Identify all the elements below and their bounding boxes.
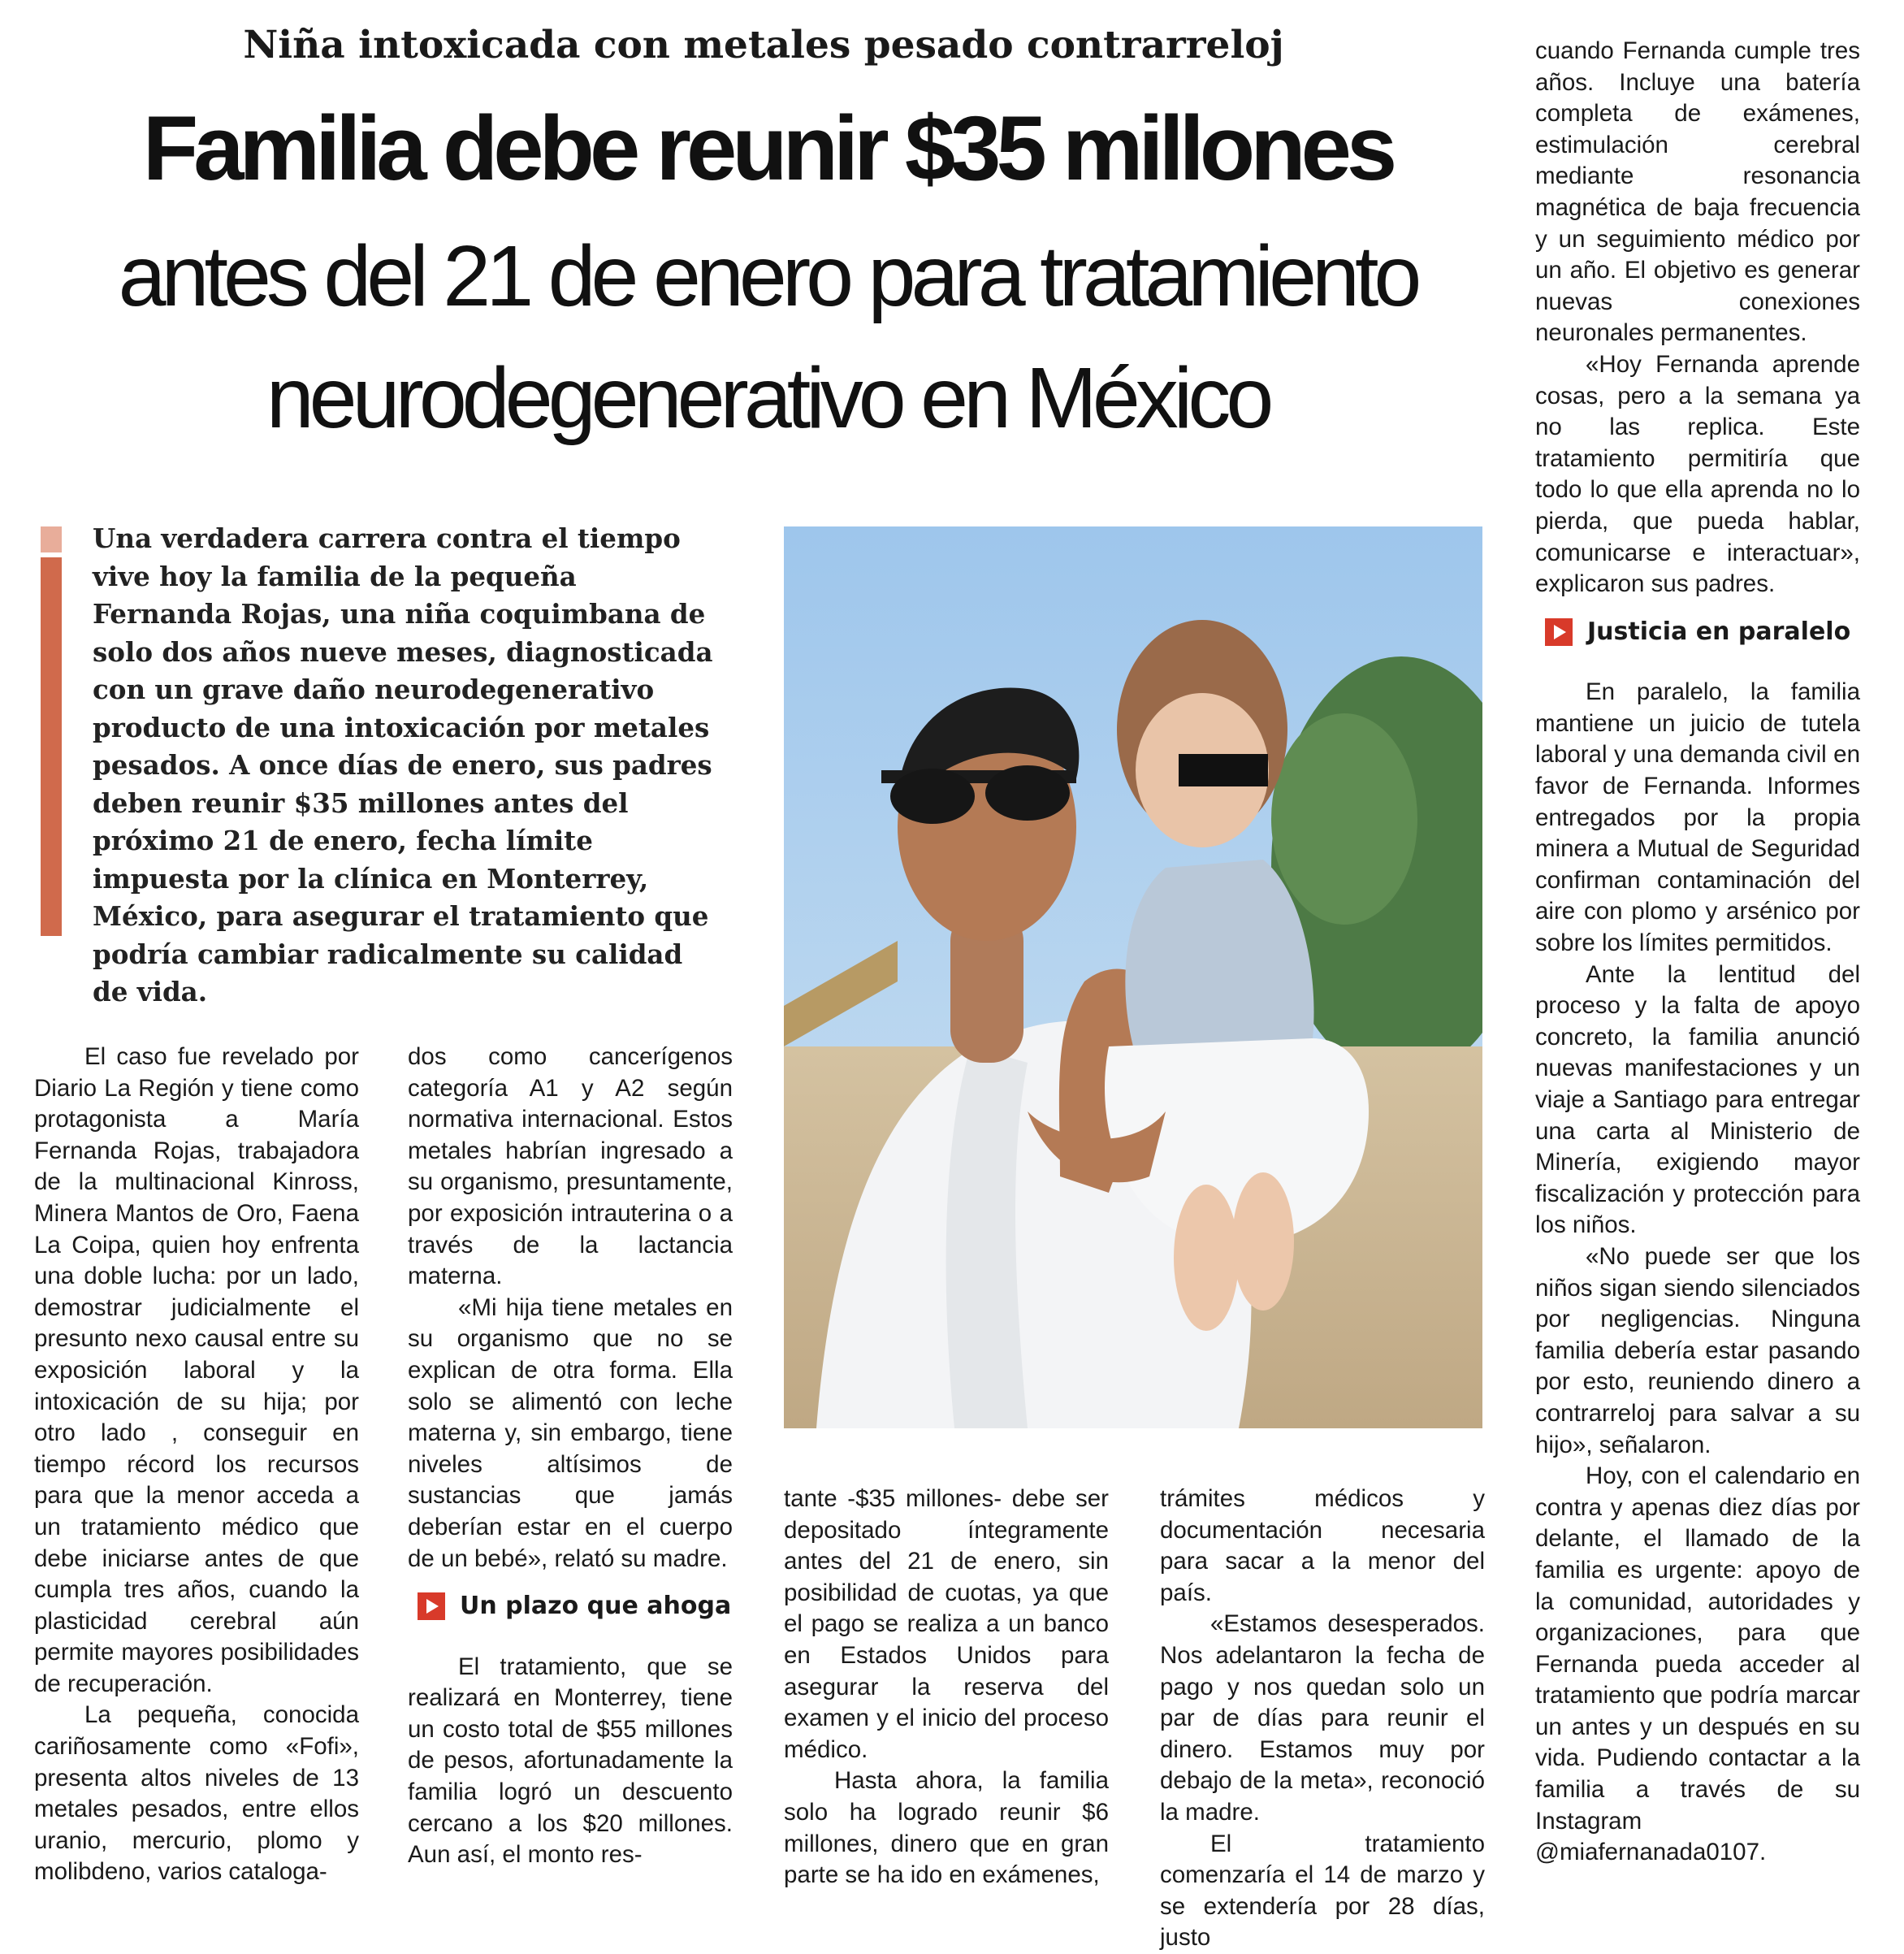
paragraph: «Mi hija tiene metales en su organismo que no se explican de otra forma. Ella solo se alimentó con leche materna y, sin embargo, tiene niveles altísimos de sustancias que jamás deberían estar en el cuerpo de un bebé», relató su madre. (408, 1293, 733, 1572)
lead-paragraph: Una verdadera carrera contra el tiempo vive hoy la familia de la pequeña Fernanda Rojas, una niña coquimbana de solo dos años nueve meses, diagnosticada con un grave daño neurodegenerativo producto de una intoxicación por metales pesados. A once días de enero, sus padres deben reunir $35 millones antes del próximo 21 de enero, fecha límite impuesta por la clínica en Monterrey, México, para asegurar el tratamiento que podría cambiar radicalmente su calidad de vida. (93, 522, 713, 1007)
paragraph: cuando Fernanda cumple tres años. Incluye una batería completa de exámenes, estimulación cerebral mediante resonancia magnética de baja frecuencia y un seguimiento médico por un año. El objetivo es generar nuevas conexiones neuronales permanentes. (1535, 37, 1860, 347)
headline-line-3: neurodegenerativo en México (266, 350, 1270, 446)
photo (784, 526, 1482, 1428)
subhead-justicia (1545, 617, 1860, 648)
paragraph: Hoy, con el calendario en contra y apenas diez días por delante, el llamado de la familia es urgente: apoyo de la comunidad, autoridades y organizaciones, para que Fernanda pueda acceder al tratamiento que podría marcar un antes y un después en su vida. Pudiendo contactar a la familia a través de su Instagram @miafernanada0107. (1535, 1462, 1860, 1866)
paragraph: La pequeña, conocida cariñosamente como «Fofi», presenta altos niveles de 13 metales pesados, entre ellos uranio, mercurio, plomo y molibdeno, varios cataloga- (34, 1701, 359, 1886)
paragraph: Hasta ahora, la familia solo ha logrado reunir $6 millones, dinero que en gran parte se ha ido en exámenes, (784, 1767, 1109, 1889)
paragraph: «Hoy Fernanda aprende cosas, pero a la semana ya no las replica. Este tratamiento permitiría que todo lo que ella aprenda no lo pierda, que pueda hablar, comunicarse e interactuar», explicaron sus padres. (1535, 350, 1860, 598)
lead-accent-bar-light (41, 526, 62, 552)
play-triangle-icon (1545, 618, 1573, 646)
paragraph: El tratamiento comenzaría el 14 de marzo y se extendería por 28 días, justo (1160, 1830, 1485, 1952)
column-1 (34, 1042, 359, 1888)
paragraph: tante -$35 millones- debe ser depositado íntegramente antes del 21 de enero, sin posibilidad de cuotas, ya que el pago se realiza a un banco en Estados Unidos para asegurar la reserva del examen y el inicio del proceso médico. (784, 1485, 1109, 1763)
paragraph: «Estamos desesperados. Nos adelantaron la fecha de pago y nos quedan solo un par de días para reunir el dinero. Estamos muy por debajo de la meta», reconoció la madre. (1160, 1610, 1485, 1826)
paragraph: «No puede ser que los niños sigan siendo silenciados por negligencias. Ninguna familia debería estar pasando por esto, reuniendo dinero a contrarreloj para salvar a su hijo», señalaron. (1535, 1242, 1860, 1458)
subhead-label: Justicia en paralelo (1587, 617, 1851, 646)
column-3 (784, 1484, 1109, 1891)
play-triangle-icon (418, 1592, 445, 1620)
paragraph: dos como cancerígenos categoría A1 y A2 según normativa internacional. Estos metales habrían ingresado a su organismo, presuntamente, por exposición intrauterina o a través de la lactancia materna. (408, 1043, 733, 1290)
paragraph: El caso fue revelado por Diario La Región y tiene como protagonista a María Fernanda Rojas, trabajadora de la multinacional Kinross, Minera Mantos de Oro, Faena La Coipa, quien hoy enfrenta una doble lucha: por un lado, demostrar judicialmente el presunto nexo causal entre su exposición laboral y la intoxicación de su hija; por otro lado , conseguir en tiempo récord los recursos para que la menor acceda a un tratamiento médico que debe iniciarse antes de que cumpla tres años, cuando la plasticidad cerebral aún permite mayores posibilidades de recuperación. (34, 1043, 359, 1697)
column-4 (1160, 1484, 1485, 1954)
headline-line-1: Familia debe reunir $35 millones (142, 97, 1393, 199)
paragraph: En paralelo, la familia mantiene un juicio de tutela laboral y una demanda civil en favor de Fernanda. Informes entregados por la propia minera a Mutual de Seguridad confirman contaminación del aire con plomo y arsénico por sobre los límites permitidos. (1535, 678, 1860, 957)
subhead-plazo (418, 1591, 733, 1623)
paragraph: El tratamiento, que se realizará en Monterrey, tiene un costo total de $55 millones de pesos, afortunadamente la familia logró un descuento cercano a los $20 millones. Aun así, el monto res- (408, 1653, 733, 1869)
column-2 (408, 1042, 733, 1871)
column-5 (1535, 36, 1860, 1869)
kicker: Niña intoxicada con metales pesado contrarreloj (243, 23, 1284, 67)
photo-father-daughter (784, 526, 1482, 1428)
paragraph: Ante la lentitud del proceso y la falta de apoyo concreto, la familia anunció nuevas manifestaciones y un viaje a Santiago para entregar una carta al Ministerio de Minería, exigiendo mayor fiscalización y protección para los niños. (1535, 960, 1860, 1239)
paragraph: trámites médicos y documentación necesaria para sacar a la menor del país. (1160, 1485, 1485, 1606)
headline-line-2: antes del 21 de enero para tratamiento (118, 228, 1417, 324)
subhead-label: Un plazo que ahoga (460, 1592, 732, 1621)
lead-accent-bar (41, 557, 62, 936)
